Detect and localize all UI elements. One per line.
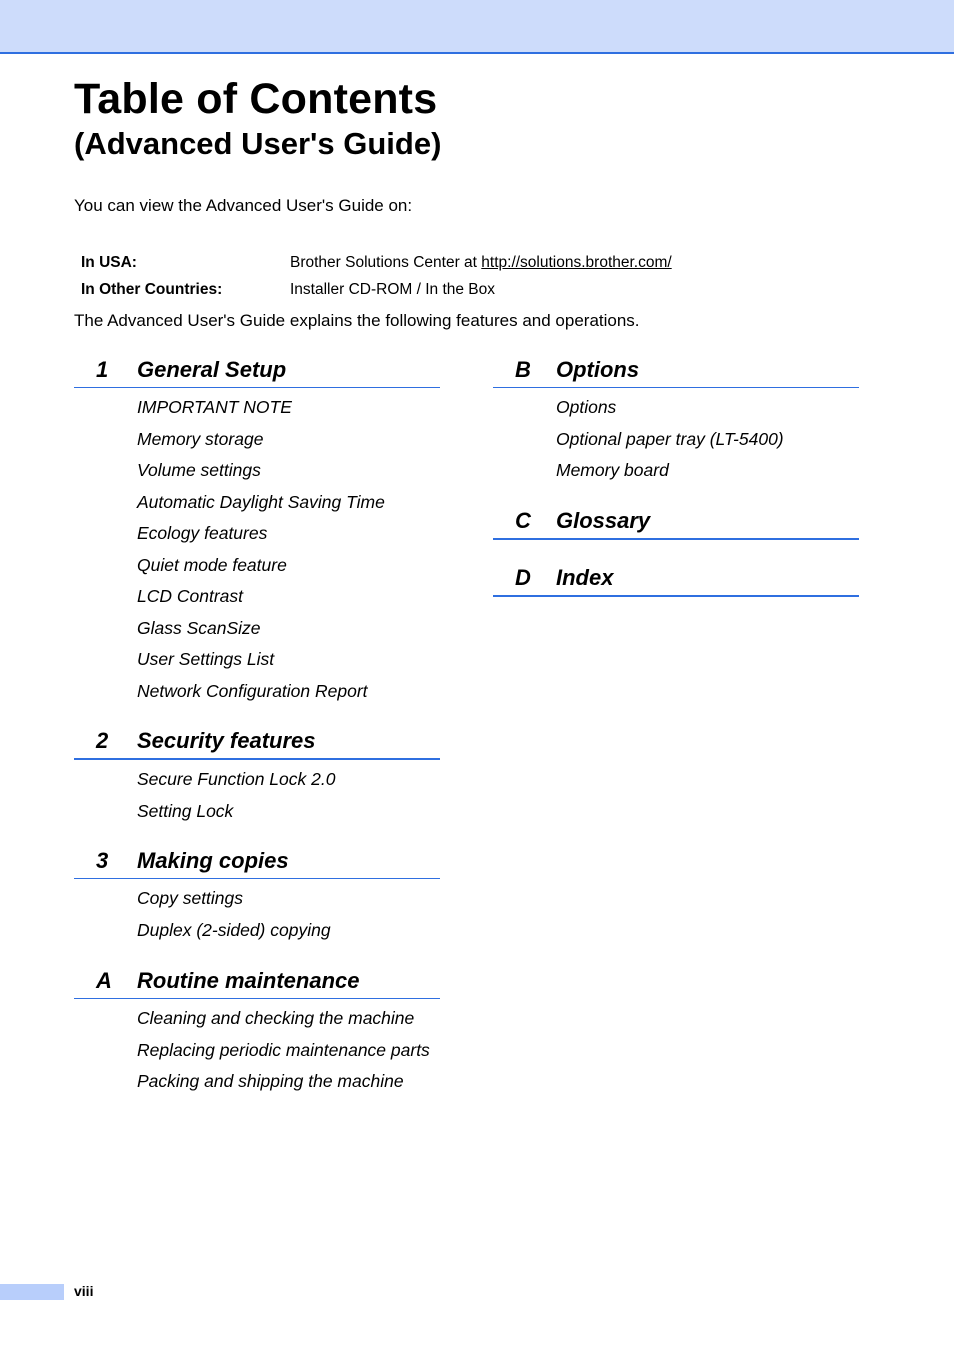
section-heading[interactable]: [493, 565, 859, 597]
section-number: A: [96, 968, 112, 993]
toc-item[interactable]: Cleaning and checking the machine: [137, 1008, 415, 1028]
section-title: Making copies: [137, 848, 289, 873]
toc-item[interactable]: User Settings List: [137, 649, 275, 669]
toc-item[interactable]: LCD Contrast: [137, 586, 244, 606]
section-index: [493, 565, 859, 597]
page-title: Table of Contents: [74, 75, 438, 123]
toc-item[interactable]: Automatic Daylight Saving Time: [137, 491, 385, 512]
toc-item[interactable]: Glass ScanSize: [137, 617, 261, 638]
toc-item[interactable]: Memory storage: [137, 428, 264, 449]
toc-item[interactable]: Setting Lock: [137, 800, 234, 821]
section-heading[interactable]: [493, 508, 859, 540]
toc-item[interactable]: Packing and shipping the machine: [137, 1071, 404, 1091]
section-items: [493, 396, 859, 482]
section-heading[interactable]: [74, 728, 440, 760]
toc-item[interactable]: Replacing periodic maintenance parts: [137, 1039, 430, 1060]
section-title: Routine maintenance: [137, 968, 360, 993]
section-title: Options: [556, 357, 640, 382]
section-number: 1: [96, 357, 109, 382]
section-security-features: [74, 728, 440, 831]
toc-item[interactable]: Network Configuration Report: [137, 680, 368, 701]
page-subtitle: (Advanced User's Guide): [74, 126, 442, 161]
section-items: [74, 1007, 440, 1093]
toc-item[interactable]: Copy settings: [137, 888, 244, 908]
section-title: General Setup: [137, 357, 287, 382]
intro-text: You can view the Advanced User's Guide on:: [74, 196, 413, 215]
location-value-prefix: Brother Solutions Center at: [290, 254, 482, 271]
section-heading[interactable]: [74, 357, 440, 388]
section-routine-maintenance: [74, 968, 440, 1102]
section-items: [74, 887, 440, 942]
toc-item[interactable]: Memory board: [556, 460, 669, 480]
section-glossary: [493, 508, 859, 540]
page-number: viii: [74, 1283, 94, 1299]
toc-item[interactable]: Optional paper tray (LT-5400): [556, 428, 784, 449]
location-value: [290, 254, 672, 272]
section-making-copies: [74, 848, 440, 950]
toc-item[interactable]: Duplex (2-sided) copying: [137, 919, 331, 940]
section-title: Index: [556, 565, 614, 590]
toc-item[interactable]: Volume settings: [137, 460, 261, 480]
section-items: [74, 768, 440, 823]
section-heading[interactable]: [74, 968, 440, 999]
explain-text: The Advanced User's Guide explains the following features and operations.: [74, 311, 640, 330]
section-heading[interactable]: [493, 357, 859, 388]
toc-item[interactable]: Secure Function Lock 2.0: [137, 769, 336, 789]
location-value: Installer CD-ROM / In the Box: [290, 281, 496, 298]
section-options: [493, 357, 859, 491]
toc-item[interactable]: IMPORTANT NOTE: [137, 397, 292, 417]
section-heading[interactable]: [74, 848, 440, 879]
section-title: Glossary: [556, 508, 651, 533]
section-general-setup: [74, 357, 440, 711]
header-band: [0, 0, 954, 54]
toc-item[interactable]: Ecology features: [137, 523, 268, 543]
section-number: C: [515, 508, 531, 533]
section-items: [74, 396, 440, 703]
toc-item[interactable]: Options: [556, 397, 617, 417]
location-label: In Other Countries:: [81, 281, 223, 298]
solutions-center-link[interactable]: http://solutions.brother.com/: [481, 254, 672, 271]
location-label: In USA:: [81, 254, 137, 271]
section-number: B: [515, 357, 531, 382]
toc-item[interactable]: Quiet mode feature: [137, 554, 287, 575]
section-number: D: [515, 565, 531, 590]
footer-band: [0, 1284, 64, 1300]
section-number: 3: [96, 848, 109, 873]
section-number: 2: [96, 728, 109, 753]
section-title: Security features: [137, 728, 316, 753]
